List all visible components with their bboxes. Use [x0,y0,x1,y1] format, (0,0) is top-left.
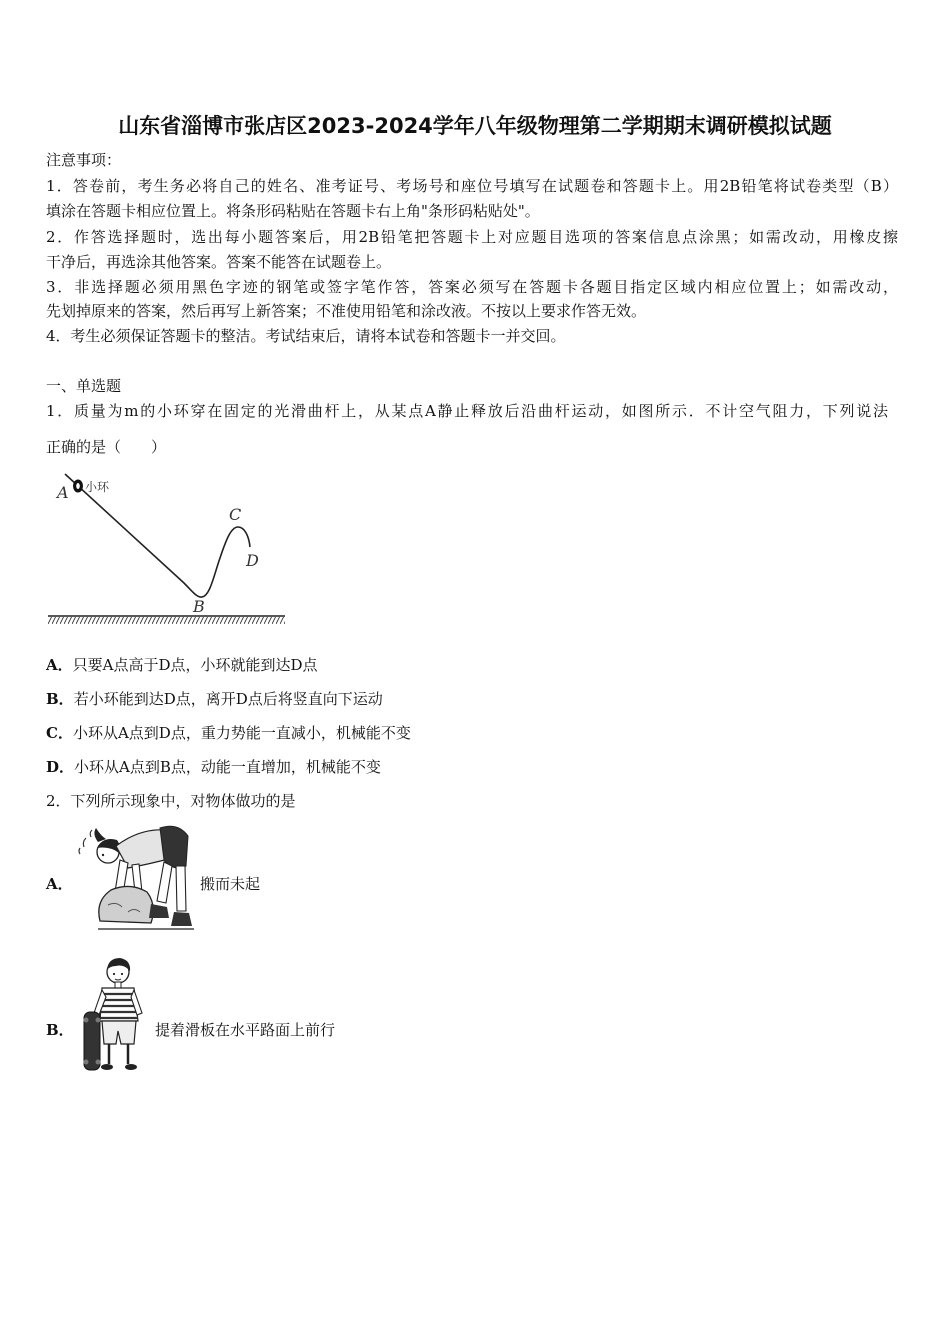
q1-option-b [46,687,383,711]
q1-option-a [46,653,318,677]
ring-label: 小环 [85,480,110,494]
skateboard [84,1012,101,1070]
q1-option-d [46,755,381,779]
ground-hatch [48,617,285,624]
notice-line-4: 干净后，再选涂其他答案。答案不能答在试题卷上。 [46,253,392,271]
notice-line-5: 3．非选择题必须用黑色字迹的钢笔或签字笔作答，答案必须写在答题卡各题目指定区域内相应位置上；如需改动， [46,278,898,296]
option-text: 小环从A点到B点，动能一直增加，机械能不变 [74,758,381,776]
boy-carrying-skateboard-illustration [80,952,150,1076]
rock [99,886,153,923]
notice-line-1: 1．答卷前，考生务必将自己的姓名、准考证号、考场号和座位号填写在试题卷和答题卡上。用2B铅笔将试卷类型（B） [46,177,898,195]
q2-option-b-label: B． [46,1021,74,1039]
option-text: 若小环能到达D点，离开D点后将竖直向下运动 [73,690,383,708]
sweat-marks [79,830,92,854]
option-label: A． [46,656,73,674]
q1-stem-line-2: 正确的是（ ） [46,438,167,456]
q1-option-c [46,721,411,745]
point-c-label: C [229,505,242,524]
q2-stem: 2．下列所示现象中，对物体做功的是 [46,792,296,810]
notice-line-3: 2．作答选择题时，选出每小题答案后，用2B铅笔把答题卡上对应题目选项的答案信息点涂黑；如需改动，用橡皮擦 [46,228,898,246]
person-lifting-rock-illustration [76,824,196,936]
option-text: 只要A点高于D点，小环就能到达D点 [72,656,318,674]
ring-icon [73,480,83,493]
q1-stem-line-1: 1．质量为m的小环穿在固定的光滑曲杆上，从某点A静止释放后沿曲杆运动，如图所示．不计空气阻力，下列说法 [46,402,888,420]
notice-heading: 注意事项： [46,151,122,169]
notice-line-2: 填涂在答题卡相应位置上。将条形码粘贴在答题卡右上角"条形码粘贴处"。 [46,202,540,220]
point-a-label: A [57,483,69,502]
option-label: C． [46,724,73,742]
exam-title: 山东省淄博市张店区2023-2024学年八年级物理第二学期期末调研模拟试题 [118,114,832,138]
notice-line-6: 先划掉原来的答案，然后再写上新答案；不准使用铅笔和涂改液。不按以上要求作答无效。 [46,302,647,320]
point-d-label: D [246,551,259,570]
point-b-label: B [193,597,205,616]
section-heading: 一、单选题 [46,377,122,395]
option-label: D． [46,758,75,776]
option-label: B． [46,690,74,708]
q2-option-b-text: 提着滑板在水平路面上前行 [155,1021,336,1039]
option-text: 小环从A点到D点，重力势能一直减小，机械能不变 [72,724,411,742]
notice-line-7: 4．考生必须保证答题卡的整洁。考试结束后，请将本试卷和答题卡一并交回。 [46,327,566,345]
q2-option-a-text: 搬而未起 [200,875,261,893]
q2-option-a-label: A． [46,875,73,893]
curved-rod-figure [40,462,295,632]
